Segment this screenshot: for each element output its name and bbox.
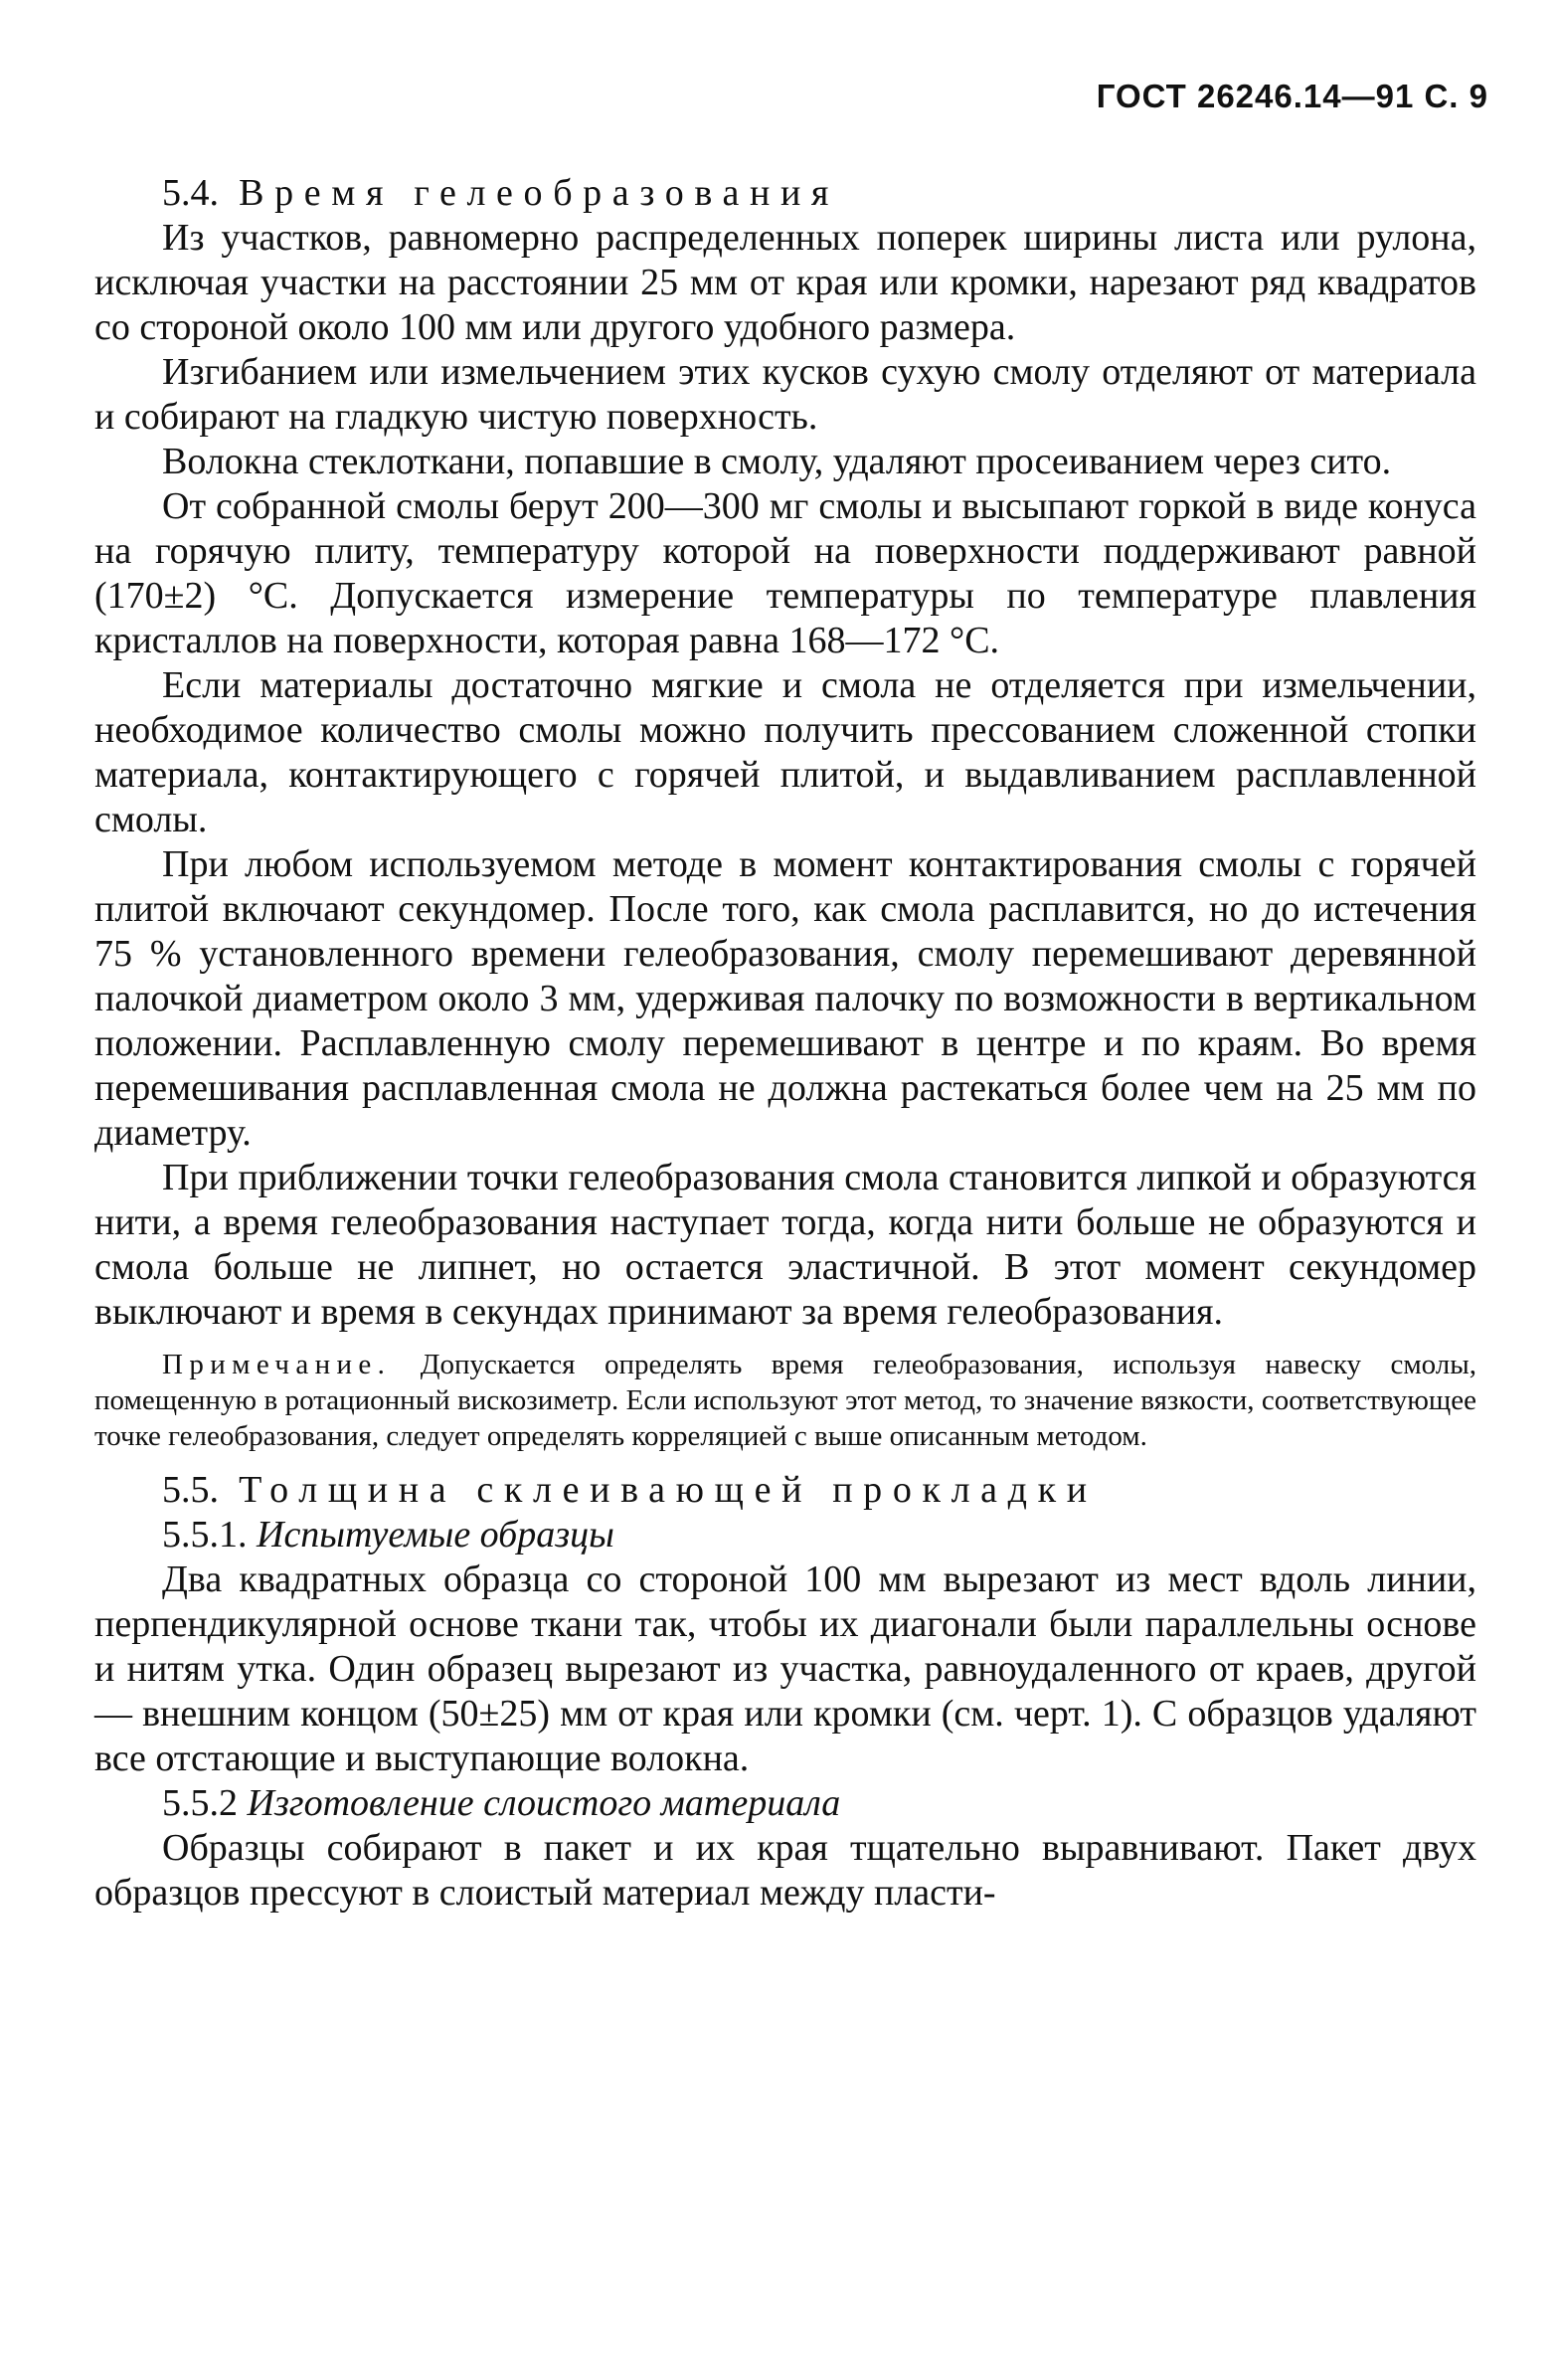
paragraph: Из участков, равномерно распределенных поперек ширины листа или рулона, исключая участки на расстоянии 25 мм от края или кромки, нарезают ряд квадратов со стороной около 100 мм или другого удобного размера. — [94, 217, 1476, 348]
page-header: ГОСТ 26246.14—91 С. 9 — [1096, 78, 1488, 114]
paragraph: Образцы собирают в пакет и их края тщательно выравнивают. Пакет двух образцов прессуют в слоистый материал между пласти- — [94, 1827, 1476, 1914]
paragraph: Изгибанием или измельчением этих кусков сухую смолу отделяют от материала и собирают на гладкую чистую поверхность. — [94, 351, 1476, 438]
note-text: Допускается определять время гелеобразования, используя навеску смолы, помещенную в ротационный вискозиметр. Если используют этот метод, то значение вязкости, соответствующее точке гелеобразования, следует определять корреляцией с выше описанным методом. — [94, 1349, 1477, 1452]
section-number: 5.5. — [162, 1469, 219, 1511]
subsection-5-5-2-heading — [94, 1781, 1476, 1826]
paragraph: При любом используемом методе в момент контактирования смолы с горячей плитой включают секундомер. После того, как смола расплавится, но до истечения 75 % установленного времени гелеобразования, смолу перемешивают деревянной палочкой диаметром около 3 мм, удерживая палочку по возможности в вертикальном положении. Расплавленную смолу перемешивают в центре и по краям. Во время перемешивания расплавленная смола не должна растекаться более чем на 25 мм по диаметру. — [94, 843, 1476, 1154]
note-label: Примечание. — [162, 1349, 392, 1380]
paragraph: От собранной смолы берут 200—300 мг смолы и высыпают горкой в виде конуса на горячую плиту, температуру которой на поверхности поддерживают равной (170±2) °С. Допускается измерение температуры по температуре плавления кристаллов на поверхности, которая равна 168—172 °С. — [94, 485, 1476, 661]
subsection-5-5-1-heading — [94, 1513, 1476, 1557]
section-number: 5.4. — [162, 172, 219, 214]
paragraph: Два квадратных образца со стороной 100 мм вырезают из мест вдоль линии, перпендикулярной основе ткани так, чтобы их диагонали были параллельны основе и нитям утка. Один образец вырезают из участка, равноудаленного от краев, другой — внешним концом (50±25) мм от края или кромки (см. черт. 1). С образцов удаляют все отстающие и выступающие волокна. — [94, 1558, 1476, 1779]
subsection-title: Испытуемые образцы — [257, 1514, 614, 1556]
paragraph: Если материалы достаточно мягкие и смола не отделяется при измельчении, необходимое количество смолы можно получить прессованием сложенной стопки материала, контактирующего с горячей плитой, и выдавливанием расплавленной смолы. — [94, 664, 1476, 840]
subsection-number: 5.5.2 — [162, 1782, 238, 1824]
section-title: Время гелеобразования — [239, 172, 840, 214]
paragraph: При приближении точки гелеобразования смола становится липкой и образуются нити, а время гелеобразования наступает тогда, когда нити больше не образуются и смола больше не липнет, но остается эластичной. В этот момент секундомер выключают и время в секундах принимают за время гелеобразования. — [94, 1157, 1476, 1333]
document-body — [94, 171, 1476, 1916]
section-title: Толщина склеивающей прокладки — [239, 1469, 1098, 1511]
paragraph: Волокна стеклоткани, попавшие в смолу, удаляют просеиванием через сито. — [162, 441, 1392, 482]
section-5-5-heading — [94, 1468, 1476, 1513]
section-5-4-heading — [94, 171, 1476, 216]
subsection-title: Изготовление слоистого материала — [247, 1782, 841, 1824]
note — [94, 1347, 1476, 1454]
subsection-number: 5.5.1. — [162, 1514, 248, 1556]
